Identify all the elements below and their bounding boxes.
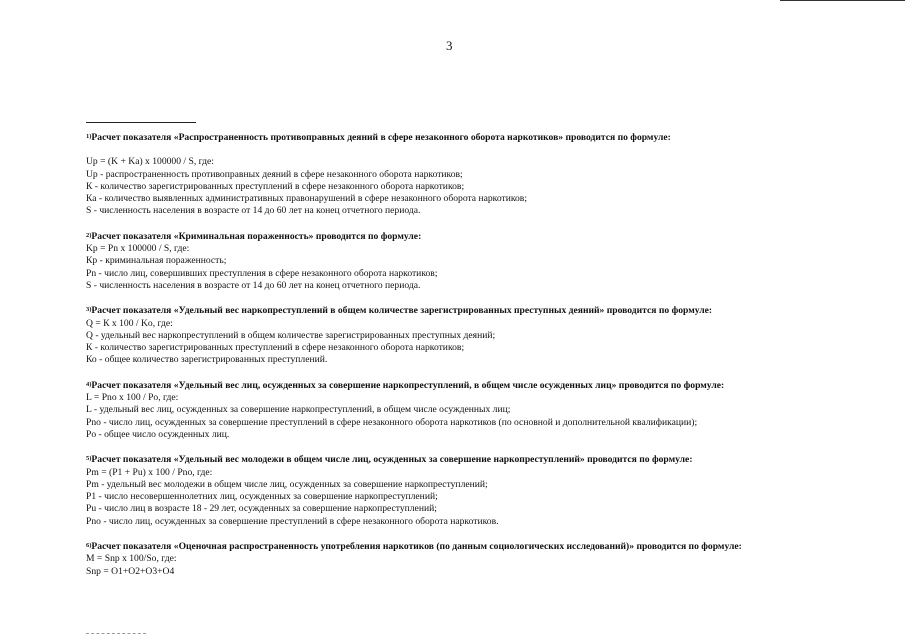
definition-line: Up - распространенность противоправных деяний в сфере незаконного оборота наркотиков; xyxy=(86,168,463,180)
footnote-heading xyxy=(86,454,886,466)
definition-line: Кр - криминальная пораженность; xyxy=(86,255,227,267)
definition-line: Q - удельный вес наркопреступлений в общем количестве зарегистрированных преступных деяний; xyxy=(86,329,496,341)
footnote-mark: 3) xyxy=(86,306,92,314)
definition-line: Po - общее число осужденных лиц. xyxy=(86,428,230,440)
top-rule xyxy=(780,0,905,1)
page-number: 3 xyxy=(446,38,453,53)
footnote-mark: 1) xyxy=(86,133,92,140)
footnote-mark: 6) xyxy=(86,542,92,550)
definition-line: К - количество зарегистрированных преступлений в сфере незаконного оборота наркотиков; xyxy=(86,342,465,354)
definition-line: К - количество зарегистрированных преступлений в сфере незаконного оборота наркотиков; xyxy=(86,180,465,192)
definition-line: S - численность населения в возрасте от 14 до 60 лет на конец отчетного периода. xyxy=(86,279,421,291)
formula: Up = (K + Ka) x 100000 / S, где: xyxy=(86,156,214,168)
definition-line: Pm - удельный вес молодежи в общем числе лиц, осужденных за совершение наркопреступлений; xyxy=(86,478,488,490)
footnote-2 xyxy=(86,231,886,292)
definition-line: Pu - число лиц в возрасте 18 - 29 лет, осужденных за совершение наркопреступлений; xyxy=(86,503,437,515)
definition-line: Ко - общее количество зарегистрированных преступлений. xyxy=(86,354,328,366)
footnote-1 xyxy=(86,132,886,218)
footnote-heading-text: Расчет показателя «Удельный вес наркопреступлений в общем количестве зарегистрированных преступных деяний» проводится по формуле: xyxy=(91,305,713,317)
definition-line: Pno - число лиц, осужденных за совершение преступлений в сфере незаконного оборота наркотиков. xyxy=(86,515,499,527)
formula: Kp = Pn x 100000 / S, где: xyxy=(86,243,190,255)
footnote-heading xyxy=(86,541,886,553)
definition-line: P1 - число несовершеннолетних лиц, осужденных за совершение наркопреступлений; xyxy=(86,491,438,503)
footnote-heading-text: Расчет показателя «Криминальная пораженность» проводится по формуле: xyxy=(91,230,422,242)
footnote-heading-text: Расчет показателя «Оценочная распространенность употребления наркотиков (по данным социологических исследований)» проводится по формуле: xyxy=(91,541,742,553)
footnote-heading xyxy=(86,380,886,392)
scan-edge-mark xyxy=(86,633,146,634)
footnote-heading-text: Расчет показателя «Удельный вес молодежи в общем числе лиц, осужденных за совершение наркопреступлений» проводится по формуле: xyxy=(91,454,693,466)
footnote-mark: 2) xyxy=(86,231,92,239)
footnotes xyxy=(86,132,886,591)
definition-line: Pn - число лиц, совершивших преступления в сфере незаконного оборота наркотиков; xyxy=(86,267,438,279)
definition-line: Snp = O1+O2+O3+O4 xyxy=(86,565,175,577)
formula: L = Pno x 100 / Po, где: xyxy=(86,392,179,404)
footnote-3 xyxy=(86,305,886,366)
footnote-mark: 4) xyxy=(86,380,92,388)
definition-line: Ка - количество выявленных административных правонарушений в сфере незаконного оборота наркотиков; xyxy=(86,193,527,205)
footnote-separator xyxy=(86,122,196,123)
definition-line: S - численность населения в возрасте от 14 до 60 лет на конец отчетного периода. xyxy=(86,205,421,217)
footnote-5 xyxy=(86,454,886,528)
footnote-heading-text: Расчет показателя «Удельный вес лиц, осужденных за совершение наркопреступлений, в общем числе осужденных лиц» проводится по формуле: xyxy=(91,379,725,391)
footnote-heading xyxy=(86,132,886,144)
footnote-heading-text: Расчет показателя «Распространенность противоправных деяний в сфере незаконного оборота наркотиков» проводится по формуле: xyxy=(91,132,671,143)
formula: M = Snp x 100/So, где: xyxy=(86,553,177,565)
footnote-heading xyxy=(86,305,886,317)
footnote-4 xyxy=(86,380,886,441)
footnote-mark: 5) xyxy=(86,455,92,463)
footnote-heading xyxy=(86,231,886,243)
definition-line: Pno - число лиц, осужденных за совершение преступлений в сфере незаконного оборота наркотиков (по основной и дополнительной квалификации); xyxy=(86,416,698,428)
definition-line: L - удельный вес лиц, осужденных за совершение наркопреступлений, в общем числе осужденных лиц; xyxy=(86,404,511,416)
formula: Pm = (P1 + Pu) x 100 / Pno, где: xyxy=(86,466,213,478)
formula: Q = К x 100 / Ko, где: xyxy=(86,317,173,329)
footnote-6 xyxy=(86,541,886,578)
